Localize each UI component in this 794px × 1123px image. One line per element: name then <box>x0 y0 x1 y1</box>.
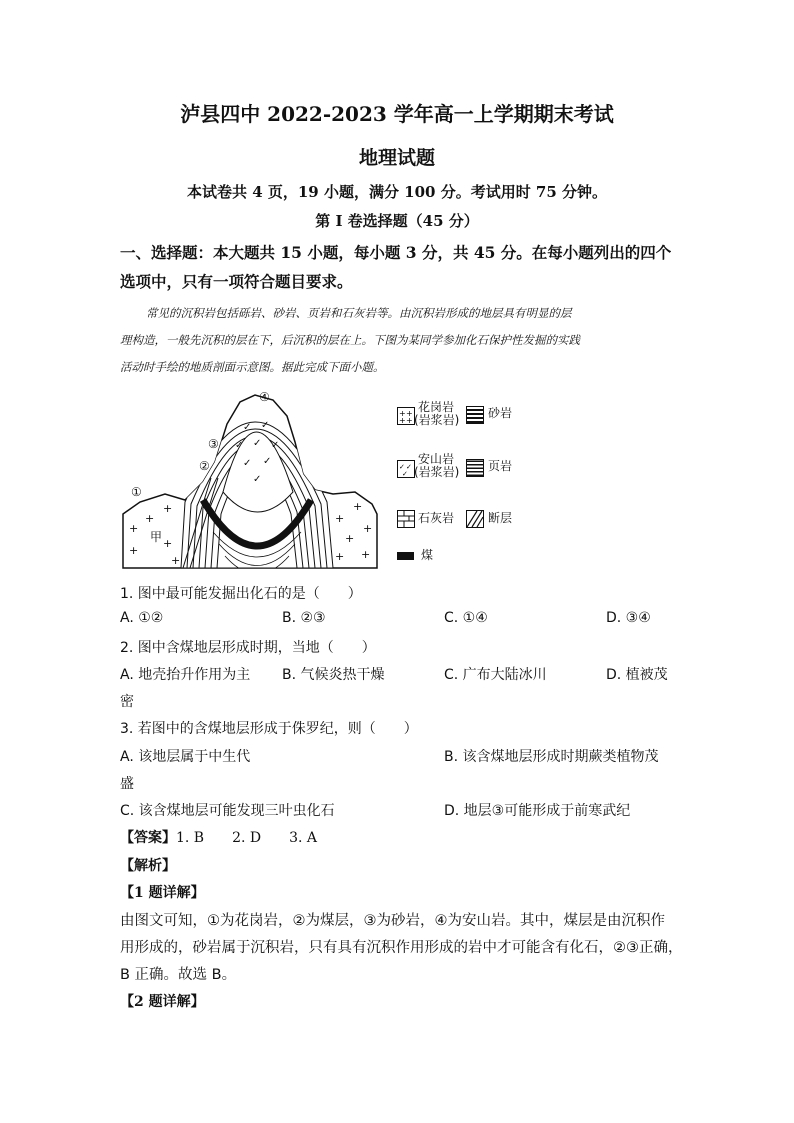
svg-text:✓: ✓ <box>271 440 280 451</box>
svg-text:✓: ✓ <box>399 463 405 471</box>
legend-sandstone-label: 砂岩 <box>488 406 513 420</box>
svg-text:✓: ✓ <box>261 420 270 431</box>
svg-text:+: + <box>335 512 345 525</box>
geologic-cross-section <box>115 382 385 577</box>
passage-line-3: 活动时手绘的地质剖面示意图。据此完成下面小题。 <box>120 360 385 374</box>
marker-2: ② <box>199 459 210 473</box>
svg-text:+: + <box>406 416 413 424</box>
legend-shale-label: 页岩 <box>488 459 513 473</box>
svg-text:✓: ✓ <box>253 438 262 449</box>
q1-option-c: C. ①④ <box>444 610 488 626</box>
coal-legend-swatch <box>397 552 414 560</box>
passage-line-2: 理构造，一般先沉积的层在下，后沉积的层在上。下图为某同学参加化石保护性发掘的实践 <box>120 333 580 347</box>
q1-option-d: D. ③④ <box>606 610 651 626</box>
answer-text: 1. B 2. D 3. A <box>176 830 318 846</box>
svg-text:+: + <box>399 416 406 424</box>
q3-option-b: B. 该含煤地层形成时期蕨类植物茂 <box>444 749 659 765</box>
legend-andesite-label: 安山岩 <box>418 452 455 466</box>
q3-option-b-continued: 盛 <box>120 776 134 792</box>
exam-info: 本试卷共 4 页，19 小题，满分 100 分。考试用时 75 分钟。 <box>186 183 608 201</box>
detail-1-line-2: 用形成的，砂岩属于沉积岩，只有具有沉积作用形成的岩中才可能含有化石，②③正确， <box>120 940 683 956</box>
svg-text:+: + <box>361 548 371 561</box>
q2-option-d: D. 植被茂 <box>606 667 668 683</box>
sandstone-legend-swatch <box>466 406 484 424</box>
marker-4: ④ <box>259 390 270 404</box>
svg-text:+: + <box>406 409 413 418</box>
svg-text:✓: ✓ <box>243 422 252 433</box>
q1-option-a: A. ①② <box>120 610 164 626</box>
svg-text:+: + <box>163 502 173 515</box>
svg-text:+: + <box>145 512 155 525</box>
section-heading: 第 I 卷选择题（45 分） <box>315 212 479 230</box>
marker-3: ③ <box>208 437 219 451</box>
legend-limestone-label: 石灰岩 <box>418 511 455 525</box>
svg-text:✓: ✓ <box>235 440 244 451</box>
instructions-line-2: 选项中，只有一项符合题目要求。 <box>120 272 353 291</box>
svg-text:+: + <box>129 522 139 535</box>
q2-option-a: A. 地壳抬升作用为主 <box>120 667 251 683</box>
q1-option-b: B. ②③ <box>282 610 326 626</box>
q2-option-c: C. 广布大陆冰川 <box>444 667 547 683</box>
svg-text:✓: ✓ <box>263 456 272 467</box>
q2-stem: 2. 图中含煤地层形成时期，当地（ ） <box>120 640 376 656</box>
svg-text:+: + <box>171 554 181 567</box>
shale-legend-swatch <box>466 459 484 477</box>
detail-1-title: 【1 题详解】 <box>120 885 205 901</box>
q2-option-d-continued: 密 <box>120 694 134 710</box>
q1-stem: 1. 图中最可能发掘出化石的是（ ） <box>120 586 362 602</box>
answer-block <box>120 827 317 847</box>
svg-text:✓: ✓ <box>243 458 252 469</box>
svg-text:✓: ✓ <box>406 463 412 471</box>
detail-1-line-3: B 正确。故选 B。 <box>120 967 237 983</box>
marker-1: ① <box>131 485 142 499</box>
fault-legend-swatch <box>466 510 484 528</box>
detail-2-title: 【2 题详解】 <box>120 994 205 1010</box>
q3-option-d: D. 地层③可能形成于前寒武纪 <box>444 803 631 819</box>
instructions-line-1: 一、选择题：本大题共 15 小题，每小题 3 分，共 45 分。在每小题列出的四个 <box>120 243 672 262</box>
svg-text:✓: ✓ <box>402 470 408 477</box>
legend-granite-label: 花岗岩 <box>418 400 455 414</box>
legend-coal-label: 煤 <box>421 548 434 562</box>
q3-option-c: C. 该含煤地层可能发现三叶虫化石 <box>120 803 335 819</box>
svg-text:+: + <box>335 550 345 563</box>
page-title: 泸县四中 2022-2023 学年高一上学期期末考试 <box>180 102 614 126</box>
svg-text:+: + <box>345 532 355 545</box>
legend-fault-label: 断层 <box>488 511 513 525</box>
svg-text:✓: ✓ <box>253 474 262 485</box>
svg-text:+: + <box>129 544 139 557</box>
svg-text:+: + <box>363 522 373 535</box>
legend-andesite-note: (岩浆岩) <box>414 465 460 479</box>
q3-stem: 3. 若图中的含煤地层形成于侏罗纪，则（ ） <box>120 721 418 737</box>
q2-option-b: B. 气候炎热干燥 <box>282 667 385 683</box>
passage-line-1: 常见的沉积岩包括砾岩、砂岩、页岩和石灰岩等。由沉积岩形成的地层具有明显的层 <box>146 306 572 320</box>
andesite-legend-swatch <box>397 460 415 478</box>
legend-granite-note: (岩浆岩) <box>414 413 460 427</box>
svg-text:+: + <box>163 537 173 550</box>
limestone-legend-swatch <box>397 510 415 528</box>
svg-text:+: + <box>399 409 406 418</box>
answer-label: 【答案】 <box>120 830 176 846</box>
region-label-jia: 甲 <box>150 530 163 544</box>
granite-legend-swatch <box>397 407 415 425</box>
detail-1-line-1: 由图文可知，①为花岗岩，②为煤层，③为砂岩，④为安山岩。其中，煤层是由沉积作 <box>120 913 665 929</box>
q3-option-a: A. 该地层属于中生代 <box>120 749 251 765</box>
analysis-label: 【解析】 <box>120 858 176 874</box>
page-subtitle: 地理试题 <box>358 147 435 169</box>
svg-text:+: + <box>353 500 363 513</box>
